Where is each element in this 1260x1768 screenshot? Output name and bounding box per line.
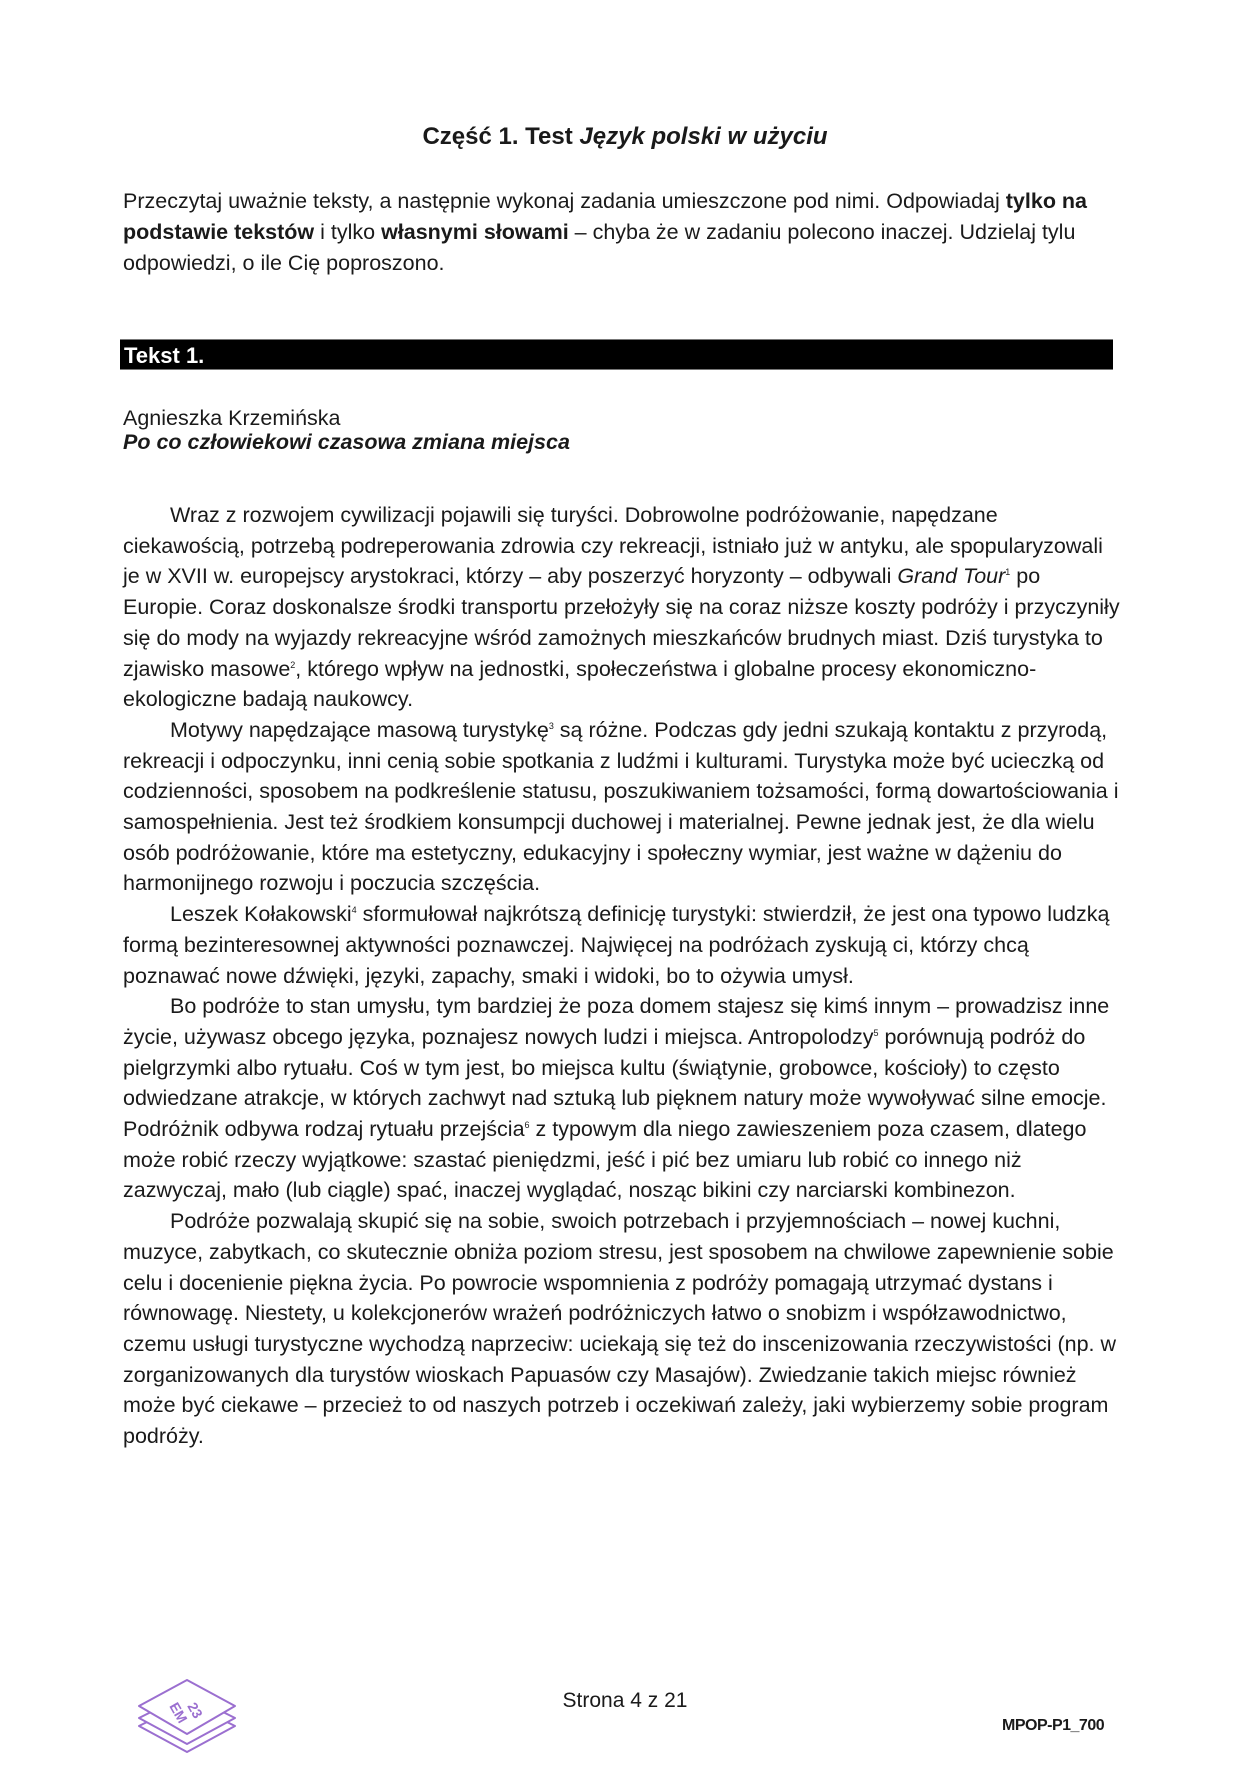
article-title: Po co człowiekowi czasowa zmiana miejsca <box>123 430 570 454</box>
paragraph-text: Wraz z rozwojem cywilizacji pojawili się turyści. Dobrowolne podróżowanie, napędzane ciekawością, potrzebą podreperowania zdrowia czy rekreacji, istniało już w antyku, ale spopularyzowali je w XVII w. europejscy arystokraci, którzy – aby poszerzyć horyzonty – odbywali <box>123 503 1103 589</box>
section-label: Tekst 1. <box>124 343 205 368</box>
page-number: Strona 4 z 21 <box>562 1689 688 1712</box>
paragraph-text: Motywy napędzające masową turystykę <box>170 717 549 742</box>
footnote-marker: 4 <box>351 905 357 916</box>
footnote-marker: 3 <box>548 720 554 731</box>
paragraph-text: Leszek Kołakowski <box>170 902 352 927</box>
paragraph-2 <box>123 715 1123 899</box>
article-body <box>123 500 1123 1452</box>
document-code: MPOP-P1_700 <box>1002 1717 1105 1734</box>
paragraph-text: Bo podróże to stan umysłu, tym bardziej że poza domem stajesz się kimś innym – prowadzisz inne życie, używasz obcego języka, poznajesz nowych ludzi i miejsca. Antropolodzy <box>123 994 1110 1049</box>
paragraph-text: są różne. Podczas gdy jedni szukają kontaktu z przyrodą, rekreacji i odpoczynku, inni cenią sobie spotkania z ludźmi i kulturami. Turystyka może być ucieczką od codzienności, sposobem na podkreślenie statusu, poszukiwaniem tożsamości, formą dowartościowania i samospełnienia. Jest też środkiem konsumpcji duchowej i materialnej. Pewne jednak jest, że dla wielu osób podróżowanie, które ma estetyczny, edukacyjny i społeczny wymiar, jest ważne w dążeniu do harmonijnego rozwoju i poczucia szczęścia. <box>123 717 1119 896</box>
page-title <box>0 122 1250 152</box>
instructions-text: Przeczytaj uważnie teksty, a następnie wykonaj zadania umieszczone pod nimi. Odpowiadaj <box>123 189 1006 213</box>
italic-term: Grand Tour <box>897 564 1006 589</box>
paragraph-text: Podróże pozwalają skupić się na sobie, swoich potrzebach i przyjemnościach – nowej kuchni, muzyce, zabytkach, co skutecznie obniża poziom stresu, jest sposobem na chwilowe zapewnienie sobie celu i docenienie piękna życia. Po powrocie wspomnienia z podróży pomagają utrzymać dystans i równowagę. Niestety, u kolekcjonerów wrażeń podróżniczych łatwo o snobizm i współzawodnictwo, czemu usługi turystyczne wychodzą naprzeciw: uciekają się też do inscenizowania rzeczywistości (np. w zorganizowanych dla turystów wioskach Papuasów czy Masajów). Zwiedzanie takich miejsc również może być ciekawe – przecież to od naszych potrzeb i oczekiwań zależy, jaki wybierzemy sobie program podróży. <box>123 1209 1116 1449</box>
footnote-marker: 6 <box>524 1120 530 1131</box>
paragraph-text: po Europie. Coraz doskonalsze środki transportu przełożyły się na coraz niższe koszty podróży i przyczyniły się do mody na wyjazdy rekreacyjne wśród zamożnych mieszkańców brudnych miast. Dziś turystyka to zjawisko masowe <box>123 564 1120 681</box>
footnote-marker: 1 <box>1005 567 1011 578</box>
paragraph-text: porównują podróż do pielgrzymki albo rytuału. Coś w tym jest, bo miejsca kultu (świątynie, grobowce, kościoły) to często odwiedzane atrakcje, w których zachwyt nad sztuką lub pięknem natury może wywoływać silne emocje. Podróżnik odbywa rodzaj rytuału przejścia <box>123 1024 1107 1142</box>
logo-text-bottom: 23 <box>184 1699 207 1721</box>
paragraph-5 <box>123 1206 1123 1452</box>
title-plain: Część 1. Test <box>422 123 580 150</box>
instructions <box>123 186 1133 279</box>
footnote-marker: 2 <box>290 659 296 670</box>
instructions-text: – chyba że w zadaniu polecono inaczej. Udzielaj tylu odpowiedzi, o ile Cię poproszono. <box>123 220 1076 275</box>
instructions-emphasis: własnymi słowami <box>381 220 569 244</box>
paragraph-text: sformułował najkrótszą definicję turystyki: stwierdził, że jest ona typowo ludzką formą bezinteresownej aktywności poznawczej. Najwięcej na podróżach zyskują ci, którzy chcą poznawać nowe dźwięki, języki, zapachy, smaki i widoki, bo to ożywia umysł. <box>123 902 1110 988</box>
paragraph-3 <box>123 899 1123 991</box>
paragraph-1 <box>123 500 1123 715</box>
instructions-emphasis: tylko na podstawie tekstów <box>123 189 1088 244</box>
logo-text-top: EM <box>166 1699 191 1726</box>
footnote-marker: 5 <box>873 1027 879 1038</box>
paragraph-4 <box>123 991 1123 1206</box>
instructions-text: i tylko <box>314 220 382 244</box>
paragraph-text: , którego wpływ na jednostki, społeczeństwa i globalne procesy ekonomiczno-ekologiczne badają naukowcy. <box>123 656 1037 712</box>
title-italic: Język polski w użyciu <box>579 123 828 150</box>
section-header-bar <box>120 339 1113 370</box>
article-author: Agnieszka Krzemińska <box>123 406 341 430</box>
paragraph-text: z typowym dla niego zawieszeniem poza czasem, dlatego może robić rzeczy wyjątkowe: szastać pieniędzmi, jeść i pić bez umiaru lub robić co innego niż zazwyczaj, mało (lub ciągle) spać, inaczej wyglądać, nosząc bikini czy narciarski kombinezon. <box>123 1117 1087 1203</box>
